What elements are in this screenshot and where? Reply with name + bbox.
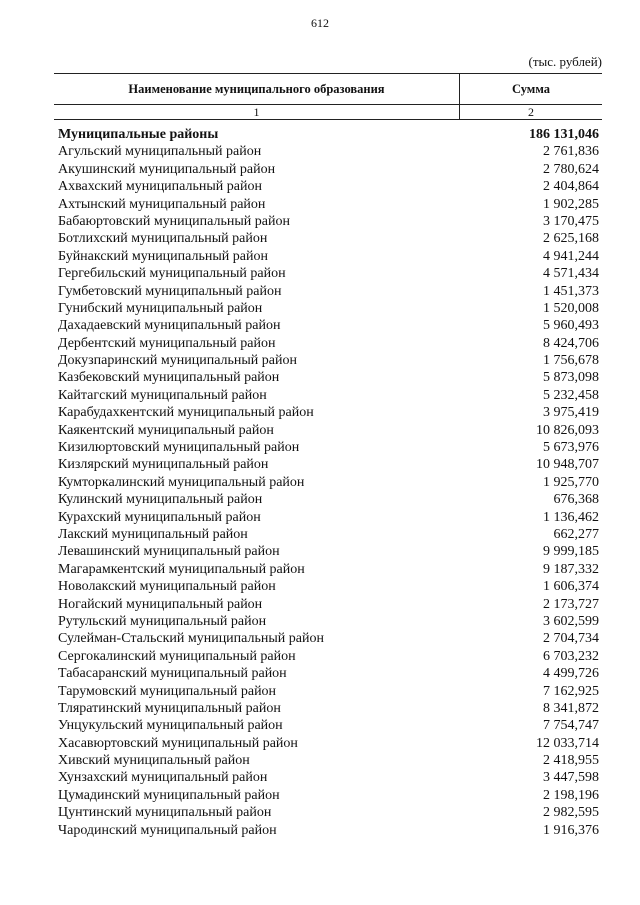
table-row	[54, 700, 602, 717]
column-number-sum: 2	[528, 105, 534, 119]
table-row	[54, 683, 602, 700]
district-name: Тляратинский муниципальный район	[58, 700, 281, 716]
district-name: Буйнакский муниципальный район	[58, 248, 268, 264]
district-amount: 3 170,475	[543, 213, 599, 229]
district-amount: 5 960,493	[543, 318, 599, 334]
table-row	[54, 196, 602, 213]
district-amount: 5 673,976	[543, 440, 599, 456]
district-name: Кулинский муниципальный район	[58, 492, 263, 508]
district-amount: 1 606,374	[543, 579, 599, 595]
district-name: Кайтагский муниципальный район	[58, 387, 267, 403]
district-name: Сергокалинский муниципальный район	[58, 648, 296, 664]
table-row	[54, 769, 602, 786]
district-name: Бабаюртовский муниципальный район	[58, 213, 290, 229]
district-amount: 6 703,232	[543, 648, 599, 664]
district-rows	[54, 143, 602, 839]
district-name: Хасавюртовский муниципальный район	[58, 735, 298, 751]
table-row	[54, 143, 602, 160]
table-row	[54, 265, 602, 282]
table-row	[54, 352, 602, 369]
district-amount: 2 625,168	[543, 231, 599, 247]
table-header-row	[54, 73, 602, 105]
district-amount: 3 447,598	[543, 770, 599, 786]
district-name: Кизилюртовский муниципальный район	[58, 440, 300, 456]
district-name: Дербентский муниципальный район	[58, 335, 276, 351]
district-amount: 2 761,836	[543, 144, 599, 160]
district-name: Сулейман-Стальский муниципальный район	[58, 631, 324, 647]
district-amount: 9 999,185	[543, 544, 599, 560]
table-row	[54, 665, 602, 682]
column-number-name: 1	[54, 105, 460, 119]
header-name: Наименование муниципального образования	[54, 74, 460, 104]
table-row	[54, 369, 602, 386]
table-row	[54, 596, 602, 613]
district-name: Кизлярский муниципальный район	[58, 457, 269, 473]
table-row	[54, 804, 602, 821]
table-row	[54, 561, 602, 578]
table-row	[54, 178, 602, 195]
table-row	[54, 752, 602, 769]
table-row	[54, 317, 602, 334]
district-amount: 10 826,093	[536, 422, 599, 438]
district-name: Тарумовский муниципальный район	[58, 683, 277, 699]
table-row	[54, 735, 602, 752]
table-row	[54, 526, 602, 543]
district-amount: 2 173,727	[543, 596, 599, 612]
district-amount: 1 136,462	[543, 509, 599, 525]
district-name: Дахадаевский муниципальный район	[58, 318, 281, 334]
district-name: Докузпаринский муниципальный район	[58, 353, 297, 369]
table-row	[54, 578, 602, 595]
table-row	[54, 248, 602, 265]
table-row	[54, 161, 602, 178]
table-row	[54, 491, 602, 508]
district-name: Ахтынский муниципальный район	[58, 196, 266, 212]
table-row	[54, 543, 602, 560]
district-amount: 2 780,624	[543, 161, 599, 177]
district-amount: 1 925,770	[543, 474, 599, 490]
budget-table	[54, 73, 602, 839]
district-amount: 7 162,925	[543, 683, 599, 699]
district-amount: 4 941,244	[543, 248, 599, 264]
district-name: Ахвахский муниципальный район	[58, 179, 262, 195]
district-name: Рутульский муниципальный район	[58, 613, 267, 629]
district-amount: 10 948,707	[536, 457, 599, 473]
district-amount: 1 451,373	[543, 283, 599, 299]
column-number-row	[54, 105, 602, 120]
district-name: Карабудахкентский муниципальный район	[58, 405, 314, 421]
district-name: Кумторкалинский муниципальный район	[58, 474, 305, 490]
district-name: Агульский муниципальный район	[58, 144, 262, 160]
district-amount: 4 571,434	[543, 266, 599, 282]
district-amount: 1 520,008	[543, 300, 599, 316]
district-amount: 2 418,955	[543, 753, 599, 769]
table-row	[54, 456, 602, 473]
district-name: Хунзахский муниципальный район	[58, 770, 268, 786]
district-amount: 1 756,678	[543, 353, 599, 369]
district-name: Акушинский муниципальный район	[58, 161, 276, 177]
district-name: Каякентский муниципальный район	[58, 422, 274, 438]
header-sum: Сумма	[512, 81, 550, 96]
district-name: Магарамкентский муниципальный район	[58, 561, 305, 577]
total-row	[54, 126, 602, 143]
table-row	[54, 335, 602, 352]
district-amount: 7 754,747	[543, 718, 599, 734]
table-row	[54, 230, 602, 247]
district-name: Табасаранский муниципальный район	[58, 666, 287, 682]
district-amount: 662,277	[553, 526, 599, 542]
district-amount: 9 187,332	[543, 561, 599, 577]
table-row	[54, 822, 602, 839]
district-amount: 3 975,419	[543, 405, 599, 421]
district-name: Ботлихский муниципальный район	[58, 231, 268, 247]
district-name: Курахский муниципальный район	[58, 509, 261, 525]
district-name: Чародинский муниципальный район	[58, 822, 277, 838]
table-body	[54, 126, 602, 839]
table-row	[54, 717, 602, 734]
district-amount: 8 341,872	[543, 700, 599, 716]
district-name: Левашинский муниципальный район	[58, 544, 280, 560]
total-name: Муниципальные районы	[58, 127, 219, 142]
table-row	[54, 787, 602, 804]
table-row	[54, 422, 602, 439]
district-amount: 5 873,098	[543, 370, 599, 386]
district-amount: 676,368	[553, 492, 599, 508]
district-amount: 5 232,458	[543, 387, 599, 403]
district-name: Хивский муниципальный район	[58, 753, 250, 769]
district-amount: 2 198,196	[543, 787, 599, 803]
district-name: Гунибский муниципальный район	[58, 300, 263, 316]
district-amount: 12 033,714	[536, 735, 599, 751]
table-row	[54, 648, 602, 665]
table-row	[54, 630, 602, 647]
district-name: Цунтинский муниципальный район	[58, 805, 272, 821]
district-amount: 2 404,864	[543, 179, 599, 195]
district-amount: 1 916,376	[543, 822, 599, 838]
district-amount: 2 704,734	[543, 631, 599, 647]
district-amount: 3 602,599	[543, 613, 599, 629]
district-name: Гумбетовский муниципальный район	[58, 283, 282, 299]
table-row	[54, 213, 602, 230]
page-number: 612	[311, 16, 329, 30]
units-label: (тыс. рублей)	[528, 54, 602, 69]
total-amount: 186 131,046	[529, 127, 599, 142]
district-name: Цумадинский муниципальный район	[58, 787, 280, 803]
district-name: Новолакский муниципальный район	[58, 579, 276, 595]
district-name: Казбековский муниципальный район	[58, 370, 280, 386]
district-amount: 1 902,285	[543, 196, 599, 212]
table-row	[54, 439, 602, 456]
district-name: Гергебильский муниципальный район	[58, 266, 286, 282]
district-name: Унцукульский муниципальный район	[58, 718, 283, 734]
district-amount: 2 982,595	[543, 805, 599, 821]
district-name: Лакский муниципальный район	[58, 526, 248, 542]
district-name: Ногайский муниципальный район	[58, 596, 263, 612]
district-amount: 8 424,706	[543, 335, 599, 351]
table-row	[54, 300, 602, 317]
table-row	[54, 509, 602, 526]
table-row	[54, 613, 602, 630]
table-row	[54, 404, 602, 421]
table-row	[54, 283, 602, 300]
table-row	[54, 474, 602, 491]
district-amount: 4 499,726	[543, 666, 599, 682]
table-row	[54, 387, 602, 404]
